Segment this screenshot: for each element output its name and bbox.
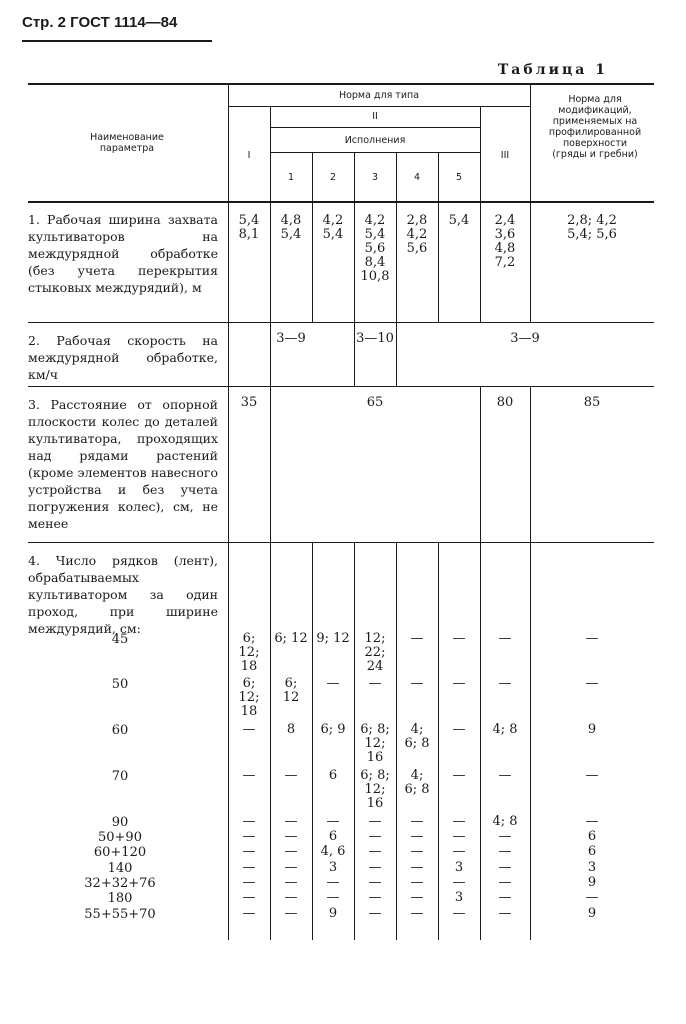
col-exec-1: 1 — [287, 172, 295, 183]
row4-cell-mod: — — [585, 676, 599, 691]
row4-cell-e3: — — [368, 844, 382, 859]
row1-exec-4: 2,8 4,2 5,6 — [406, 213, 428, 256]
row4-cell-III: — — [498, 890, 512, 905]
col-exec-3: 3 — [371, 172, 379, 183]
row1-bottom-rule — [28, 322, 654, 323]
row4-cell-e3: — — [368, 875, 382, 890]
row4-cell-mod: 9 — [587, 875, 597, 890]
row4-cell-III: — — [498, 860, 512, 875]
exec-under-rule — [270, 152, 480, 153]
row4-cell-e5: — — [452, 906, 466, 921]
col-executions-header: Исполнения — [344, 135, 406, 146]
ii-under-rule — [270, 127, 480, 128]
row1-name: 1. Рабочая ширина захвата культиваторов на междурядной обработке (без учета перекрытия стыковых междурядий), м — [28, 212, 218, 295]
row4-cell-III: 4; 8 — [492, 814, 518, 829]
row4-cell-e4: — — [410, 829, 424, 844]
row4-cell-e2: — — [326, 890, 340, 905]
row4-name: 4. Число рядков (лент), обрабатываемых культиватором за один проход, при ширине междурядий, см: — [28, 553, 218, 636]
row4-cell-e2: 6; 9 — [320, 722, 346, 737]
row4-cell-e3: 12; 22; 24 — [364, 631, 386, 674]
row4-cell-e5: 3 — [454, 890, 464, 905]
row4-cell-e1: — — [284, 860, 298, 875]
row1-type-i: 5,4 8,1 — [238, 213, 260, 242]
row4-sub-label: 90 — [111, 815, 129, 830]
row4-cell-e1: — — [284, 875, 298, 890]
row4-cell-mod: — — [585, 631, 599, 646]
row4-cell-e3: — — [368, 676, 382, 691]
col-norm-header: Норма для типа — [338, 90, 420, 101]
row4-cell-e4: — — [410, 631, 424, 646]
row4-cell-e3: — — [368, 890, 382, 905]
row3-type-iii: 80 — [496, 395, 514, 410]
row4-cell-e1: — — [284, 768, 298, 783]
row4-cell-III: — — [498, 676, 512, 691]
row1-exec-2: 4,2 5,4 — [322, 213, 344, 242]
row2-name: 2. Рабочая скорость на междурядной обработке, км/ч — [28, 333, 218, 382]
row4-cell-e3: 6; 8; 12; 16 — [360, 768, 390, 811]
row4-cell-I: — — [242, 814, 256, 829]
vrule-r3-a — [480, 387, 481, 542]
row4-cell-III: — — [498, 631, 512, 646]
row4-cell-e1: 6; 12 — [282, 676, 300, 705]
row4-cell-e5: — — [452, 722, 466, 737]
row4-cell-e4: — — [410, 844, 424, 859]
norm-under-rule — [228, 106, 530, 107]
row3-mod: 85 — [583, 395, 601, 410]
row4-cell-e4: — — [410, 890, 424, 905]
row3-type-ii: 65 — [366, 395, 384, 410]
row4-cell-e3: — — [368, 906, 382, 921]
row4-sub-label: 50 — [111, 677, 129, 692]
row4-cell-e1: — — [284, 814, 298, 829]
row4-cell-I: 6; 12; 18 — [238, 631, 260, 674]
row4-cell-mod: 9 — [587, 906, 597, 921]
row4-cell-e4: 4; 6; 8 — [404, 722, 430, 751]
row4-cell-I: — — [242, 906, 256, 921]
row4-cell-mod: — — [585, 768, 599, 783]
row1-type-iii: 2,4 3,6 4,8 7,2 — [494, 213, 516, 270]
row4-cell-e5: 3 — [454, 860, 464, 875]
row4-cell-e5: — — [452, 875, 466, 890]
row3-bottom-rule — [28, 542, 654, 543]
col-exec-4: 4 — [413, 172, 421, 183]
row4-cell-mod: 6 — [587, 829, 597, 844]
row4-cell-mod: — — [585, 890, 599, 905]
row4-sub-label: 140 — [107, 861, 133, 876]
row1-exec-5: 5,4 — [448, 213, 470, 228]
row4-cell-e3: — — [368, 814, 382, 829]
row4-cell-e3: — — [368, 860, 382, 875]
row4-cell-e1: — — [284, 890, 298, 905]
row4-cell-e4: — — [410, 860, 424, 875]
vrule-r3-b — [530, 387, 531, 542]
vrule-iii — [530, 84, 531, 322]
row4-cell-e1: — — [284, 906, 298, 921]
row4-cell-e4: — — [410, 906, 424, 921]
row4-cell-e2: 9 — [328, 906, 338, 921]
row4-cell-III: — — [498, 829, 512, 844]
row4-cell-e2: — — [326, 814, 340, 829]
row3-type-i: 35 — [240, 395, 258, 410]
col-type-iii-header: III — [500, 150, 510, 161]
row4-cell-mod: — — [585, 814, 599, 829]
vrule-param — [228, 84, 229, 940]
row4-cell-e1: — — [284, 829, 298, 844]
col-type-ii-header: II — [372, 111, 378, 122]
table-caption: Таблица 1 — [497, 62, 608, 78]
row4-sub-label: 55+55+70 — [84, 907, 156, 922]
row4-cell-e5: — — [452, 768, 466, 783]
col-exec-5: 5 — [455, 172, 463, 183]
row4-cell-I: — — [242, 844, 256, 859]
row2-mid: 3—10 — [356, 331, 394, 346]
row4-sub-label: 180 — [107, 891, 133, 906]
row4-cell-e2: 6 — [328, 768, 338, 783]
row2-bottom-rule — [28, 386, 654, 387]
row1-exec-1: 4,8 5,4 — [280, 213, 302, 242]
row4-cell-e5: — — [452, 844, 466, 859]
row3-name: 3. Расстояние от опорной плоскости колес до деталей культиватора, проходящих над рядами растений (кроме элементов навесного устройства и без учета погружения колес), см, не менее — [28, 397, 218, 531]
row4-cell-e2: — — [326, 676, 340, 691]
row4-cell-III: 4; 8 — [492, 722, 518, 737]
row4-cell-III: — — [498, 875, 512, 890]
row4-cell-I: — — [242, 722, 256, 737]
row4-cell-e2: 6 — [328, 829, 338, 844]
row4-cell-e2: 3 — [328, 860, 338, 875]
row4-sub-label: 60 — [111, 723, 129, 738]
col-type-i-header: I — [247, 150, 251, 161]
row2-right: 3—9 — [510, 331, 540, 346]
row4-cell-e4: — — [410, 814, 424, 829]
row4-cell-I: — — [242, 875, 256, 890]
row4-cell-III: — — [498, 768, 512, 783]
row4-sub-label: 70 — [111, 769, 129, 784]
row4-cell-e4: — — [410, 875, 424, 890]
row4-cell-e1: — — [284, 844, 298, 859]
row4-cell-e2: 4, 6 — [320, 844, 346, 859]
row4-cell-e5: — — [452, 631, 466, 646]
row4-cell-e2: 9; 12 — [316, 631, 350, 646]
row4-sub-label: 32+32+76 — [84, 876, 156, 891]
row4-cell-e4: 4; 6; 8 — [404, 768, 430, 797]
row1-mod: 2,8; 4,2 5,4; 5,6 — [567, 213, 617, 242]
col-mod-header: Норма для модификаций, применяемых на профилированной поверхности (гряды и гребни) — [548, 94, 642, 160]
row4-cell-e4: — — [410, 676, 424, 691]
col-exec-2: 2 — [329, 172, 337, 183]
row4-cell-e1: 6; 12 — [274, 631, 308, 646]
row4-cell-I: — — [242, 829, 256, 844]
row4-cell-mod: 3 — [587, 860, 597, 875]
header-rule — [22, 40, 212, 42]
row4-cell-III: — — [498, 844, 512, 859]
row4-cell-e3: — — [368, 829, 382, 844]
header-bottom-rule — [28, 201, 654, 203]
row4-cell-mod: 9 — [587, 722, 597, 737]
row4-sub-label: 45 — [111, 632, 129, 647]
row4-sub-label: 50+90 — [98, 830, 142, 845]
row4-cell-mod: 6 — [587, 844, 597, 859]
page-header: Стр. 2 ГОСТ 1114—84 — [22, 14, 178, 31]
row4-cell-I: 6; 12; 18 — [238, 676, 260, 719]
row4-sub-label: 60+120 — [93, 845, 147, 860]
row2-left: 3—9 — [276, 331, 306, 346]
row1-exec-3: 4,2 5,4 5,6 8,4 10,8 — [360, 213, 390, 284]
row4-cell-e5: — — [452, 829, 466, 844]
row4-cell-I: — — [242, 890, 256, 905]
row4-cell-e3: 6; 8; 12; 16 — [360, 722, 390, 765]
row4-cell-e5: — — [452, 814, 466, 829]
row4-cell-e2: — — [326, 875, 340, 890]
row4-cell-III: — — [498, 906, 512, 921]
row4-cell-I: — — [242, 860, 256, 875]
col-param-header: Наименование параметра — [90, 132, 164, 154]
row4-cell-e5: — — [452, 676, 466, 691]
row4-cell-e1: 8 — [286, 722, 296, 737]
row4-cell-I: — — [242, 768, 256, 783]
table-top-rule — [28, 83, 654, 85]
